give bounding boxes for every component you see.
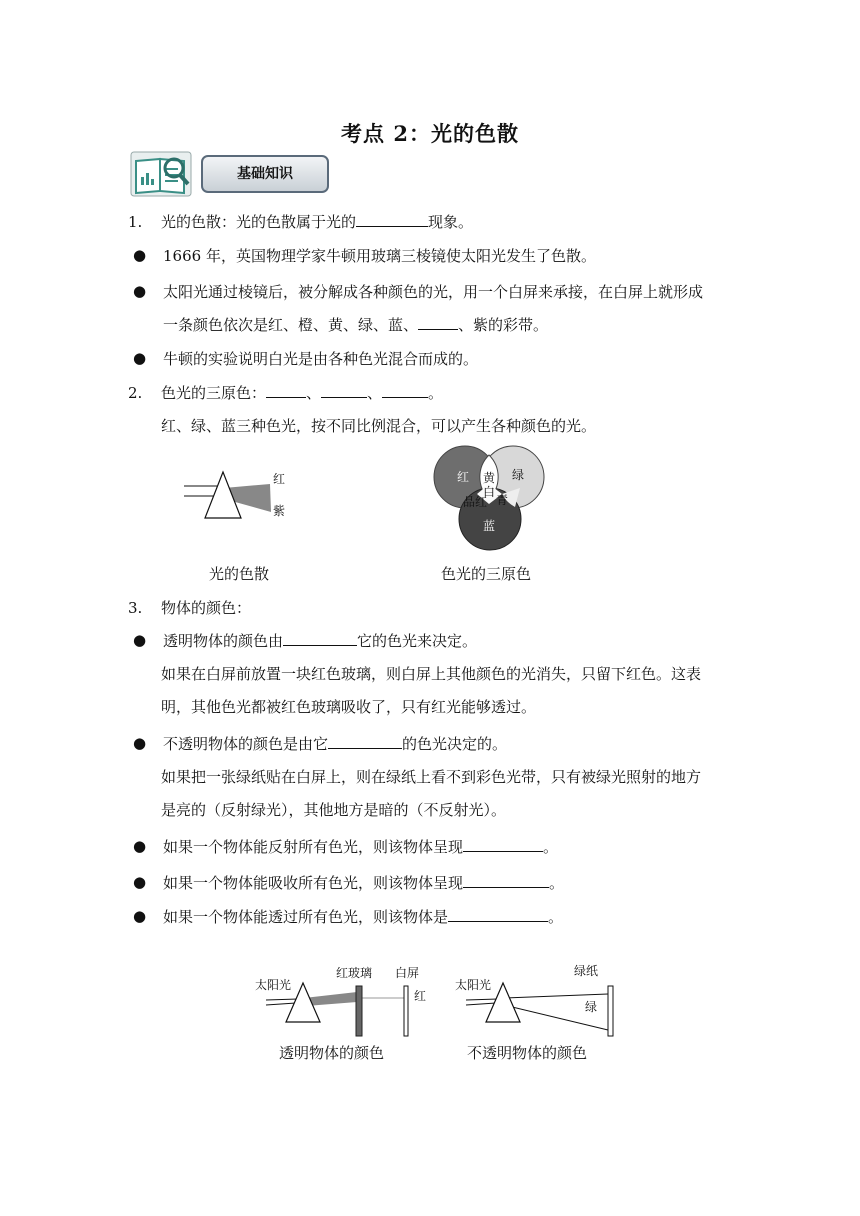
bullet-text: 1666 年，英国物理学家牛顿用玻璃三棱镜使太阳光发生了色散。 (163, 247, 596, 265)
answer-blank[interactable] (321, 383, 367, 398)
white-label: 白 (483, 485, 496, 499)
blue-label: 蓝 (483, 519, 496, 533)
book-magnifier-icon (130, 151, 192, 197)
figure-caption: 不透明物体的颜色 (467, 1044, 588, 1062)
paragraph-line: 如果在白屏前放置一块红色玻璃，则白屏上其他颜色的光消失，只留下红色。这表 (161, 665, 702, 683)
sunlight-label: 太阳光 (255, 978, 292, 992)
sunlight-label: 太阳光 (455, 978, 492, 992)
bullet-text: 如果一个物体能反射所有色光，则该物体呈现 。 (163, 838, 559, 856)
paragraph-line: 如果把一张绿纸贴在白屏上，则在绿纸上看不到彩色光带，只有被绿光照射的地方 (161, 768, 702, 786)
green-label: 绿 (585, 1000, 598, 1014)
item-1 (128, 212, 142, 232)
answer-blank[interactable] (382, 383, 428, 398)
bullet-text: 不透明物体的颜色是由它 的色光决定的。 (163, 735, 508, 753)
answer-blank[interactable] (418, 315, 458, 330)
bullet-text: 透明物体的颜色由 它的色光来决定。 (163, 632, 478, 650)
bullet-icon: ● (133, 631, 147, 649)
green-paper-label: 绿纸 (574, 964, 599, 978)
cyan-label: 青 (496, 493, 509, 507)
figure-caption: 色光的三原色 (441, 565, 532, 583)
bullet-icon: ● (133, 349, 147, 367)
bullet-icon: ● (133, 907, 147, 925)
figure-caption: 透明物体的颜色 (279, 1044, 385, 1062)
answer-blank[interactable] (356, 212, 428, 227)
red-label: 红 (457, 470, 470, 484)
answer-blank[interactable] (266, 383, 306, 398)
paragraph-line: 明，其他色光都被红色玻璃吸收了，只有红光能够透过。 (161, 698, 537, 716)
red-label: 红 (414, 989, 427, 1003)
bullet-icon: ● (133, 734, 147, 752)
bullet-icon: ● (133, 282, 147, 300)
figure-caption: 光的色散 (209, 565, 270, 583)
item-1-text: 光的色散：光的色散属于光的 现象。 (161, 213, 474, 231)
bullet-text: 如果一个物体能透过所有色光，则该物体是 。 (163, 908, 564, 926)
bullet-text: 如果一个物体能吸收所有色光，则该物体呈现 。 (163, 874, 565, 892)
answer-blank[interactable] (448, 907, 548, 922)
violet-label: 紫 (273, 504, 286, 518)
paragraph-line: 是亮的（反射绿光），其他地方是暗的（不反射光）。 (161, 801, 507, 819)
item-3-text: 物体的颜色： (161, 599, 252, 617)
yellow-label: 黄 (483, 471, 496, 485)
item-2-text: 色光的三原色： 、 、 。 (161, 384, 444, 402)
answer-blank[interactable] (283, 631, 357, 646)
red-glass-label: 红玻璃 (336, 966, 373, 980)
section-badge: 基础知识 (201, 155, 329, 193)
bullet-icon: ● (133, 873, 147, 891)
answer-blank[interactable] (463, 837, 543, 852)
item-number: 2. (128, 384, 143, 402)
page-title: 考点 2：光的色散 (341, 121, 519, 146)
red-label: 红 (273, 472, 286, 486)
item-number: 3. (128, 599, 143, 617)
green-label: 绿 (512, 468, 525, 482)
white-screen-label: 白屏 (395, 966, 420, 980)
item-number: 1. (128, 213, 143, 231)
item-2-note: 红、绿、蓝三种色光，按不同比例混合，可以产生各种颜色的光。 (161, 417, 597, 435)
bullet-text-cont: 一条颜色依次是红、橙、黄、绿、蓝、 、紫的彩带。 (163, 316, 549, 334)
bullet-text: 太阳光通过棱镜后，被分解成各种颜色的光，用一个白屏来承接，在白屏上就形成 (163, 283, 704, 301)
magenta-label: 品红 (463, 495, 488, 509)
bullet-icon: ● (133, 837, 147, 855)
answer-blank[interactable] (463, 873, 549, 888)
answer-blank[interactable] (328, 734, 402, 749)
bullet-text: 牛顿的实验说明白光是由各种色光混合而成的。 (163, 350, 479, 368)
bullet-icon: ● (133, 246, 147, 264)
